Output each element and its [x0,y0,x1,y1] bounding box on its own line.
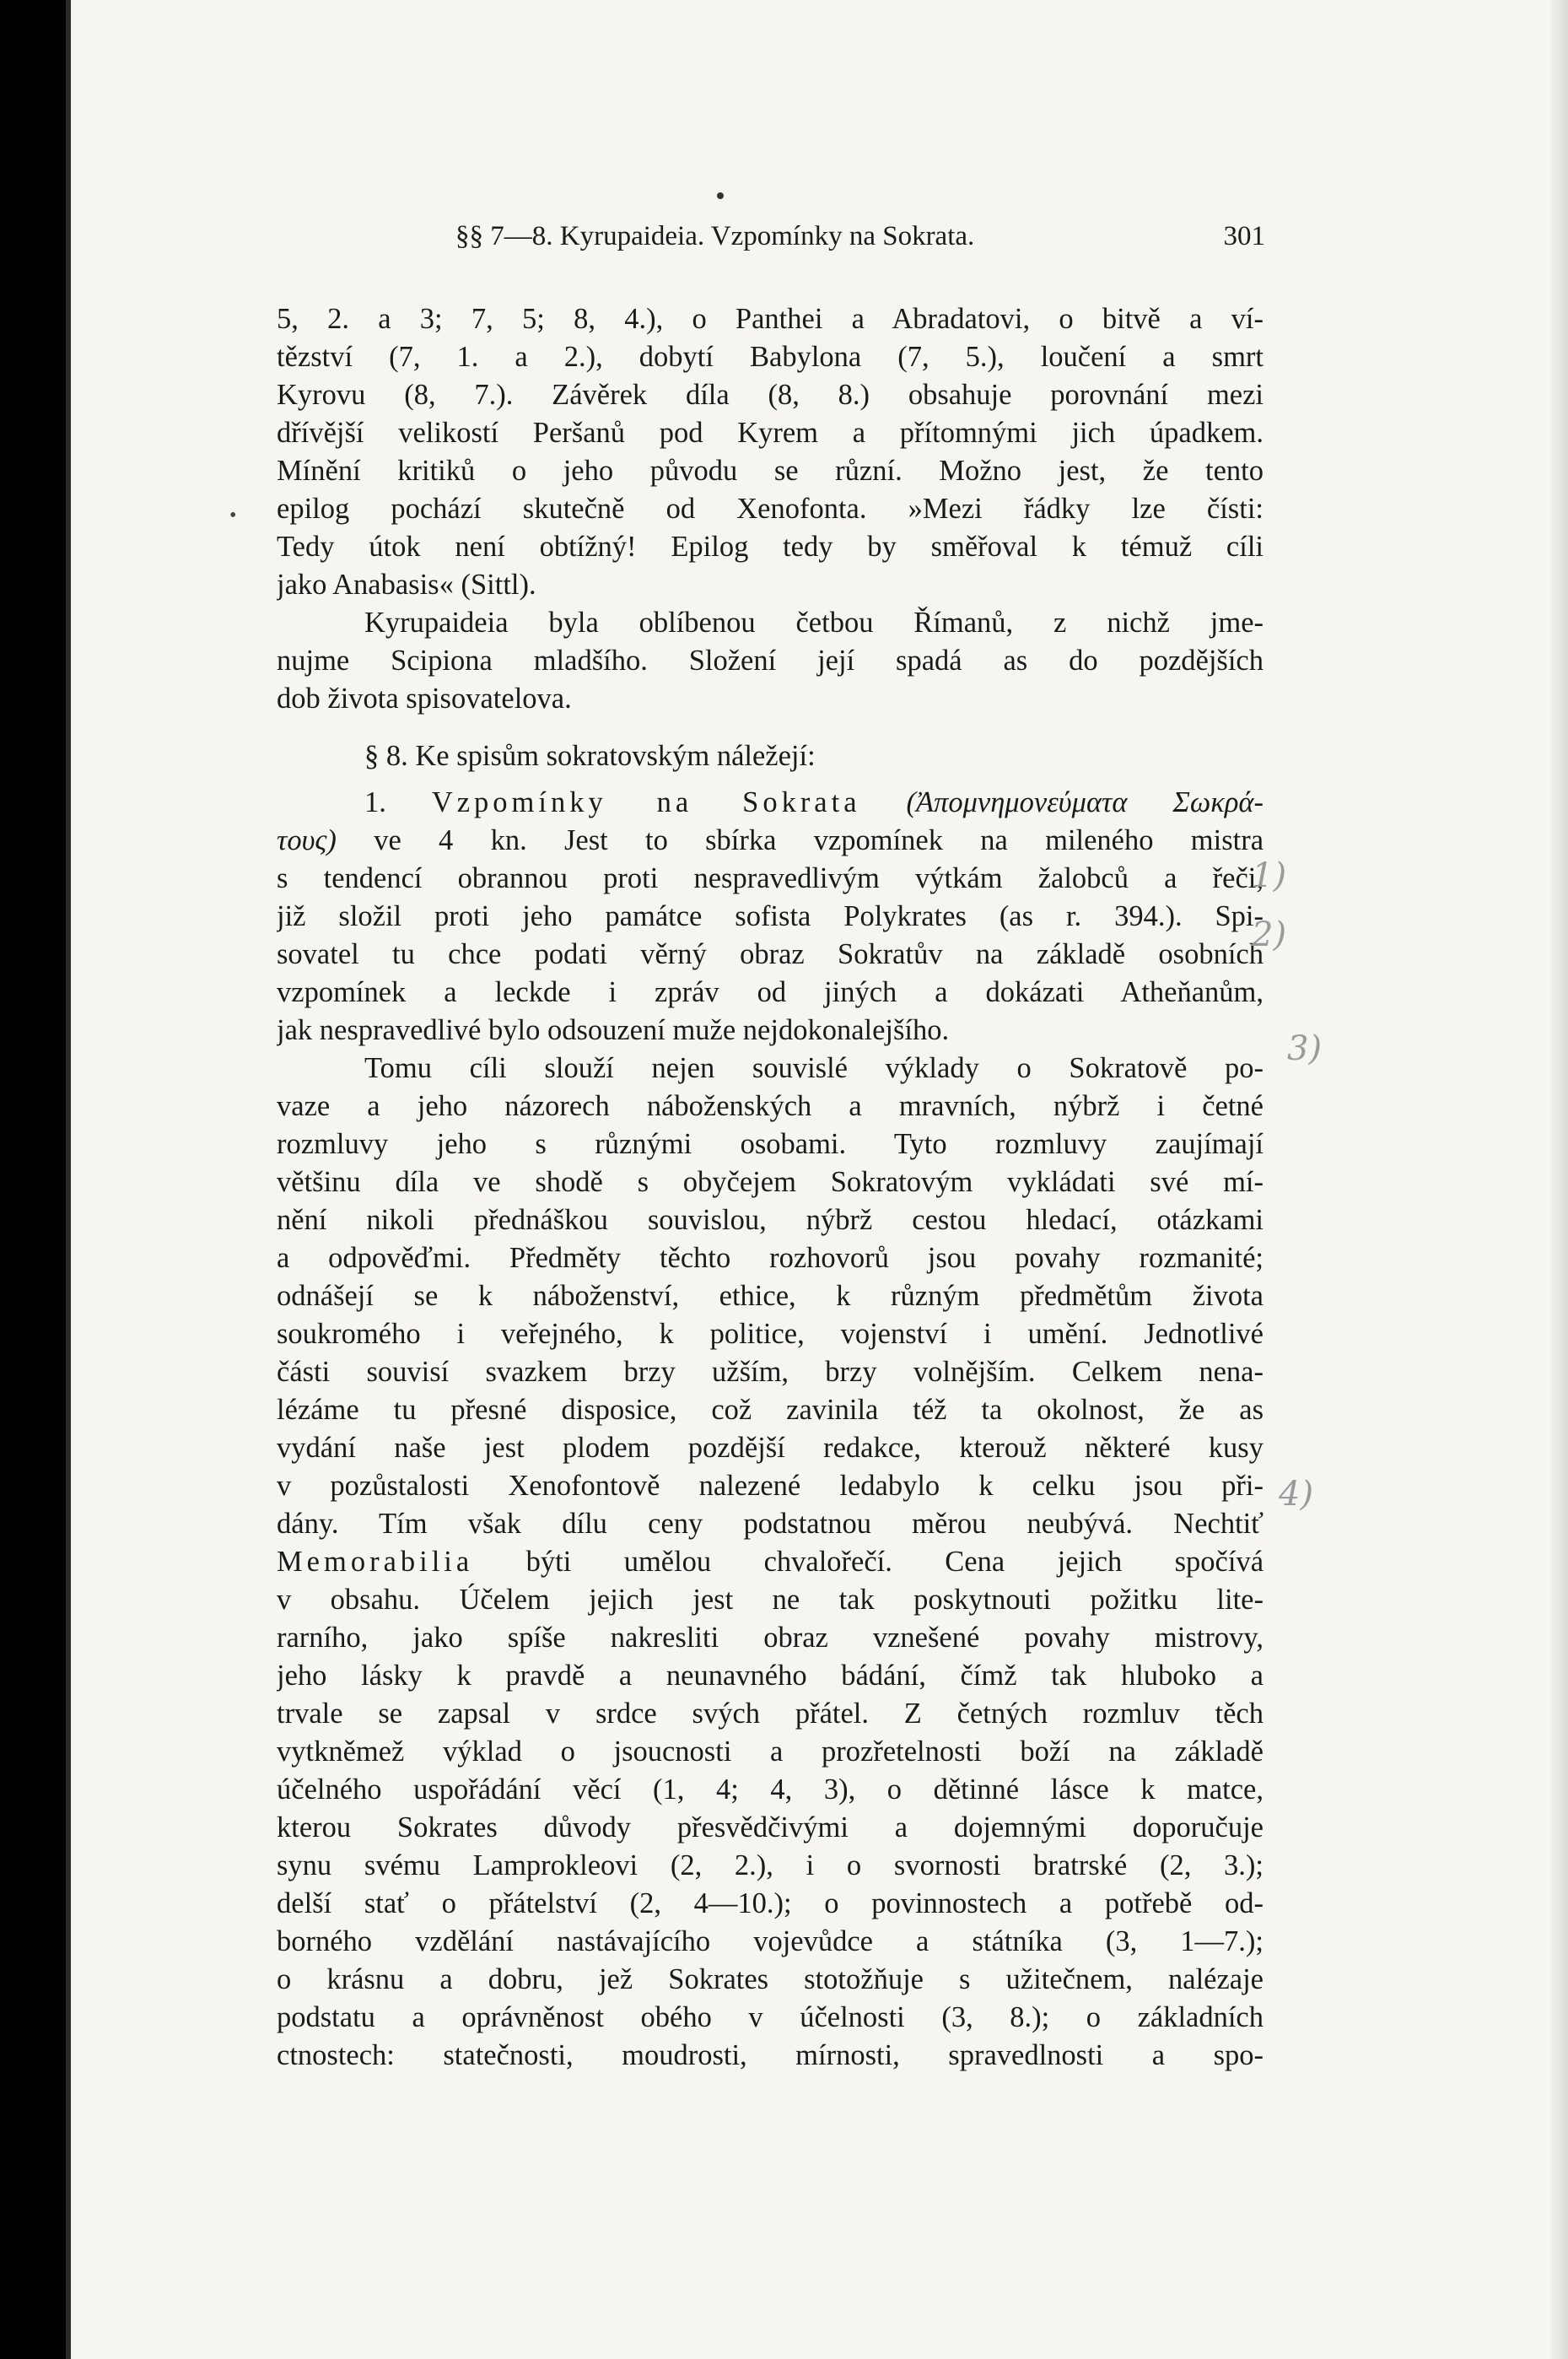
text-line: Tedy útok není obtížný! Epilog tedy by směřoval k témuž cíli [277,531,1264,563]
text-line: Tomu cíli slouží nejen souvislé výklady o Sokratově po- [364,1052,1264,1084]
margin-note-1: 1) [1252,856,1287,895]
page-number: 301 [1223,221,1265,251]
item-1-rest: ve 4 kn. Jest to sbírka vzpomínek na mileného mistra [374,824,1264,856]
running-header [455,221,1265,255]
text-line: trvale se zapsal v srdce svých přátel. Z četných rozmluv těch [277,1698,1264,1730]
text-line: synu svému Lamprokleovi (2, 2.), i o svornosti bratrské (2, 3.); [277,1849,1264,1881]
greek-title-end: τους) [277,824,337,856]
text-line: vaze a jeho názorech náboženských a mravních, nýbrž i četné [277,1090,1264,1122]
text-line: nění nikoli přednáškou souvislou, nýbrž cestou hledací, otázkami [277,1204,1264,1236]
text-line: lézáme tu přesné disposice, což zavinila též ta okolnost, že as [277,1394,1264,1426]
text-line: podstatu a oprávněnost obého v účelnosti (3, 8.); o základních [277,2001,1264,2033]
text-line: nujme Scipiona mladšího. Složení její spadá as do pozdějších [277,645,1264,677]
text-line: části souvisí svazkem brzy užším, brzy volnějším. Celkem nena- [277,1356,1264,1388]
text-line: v obsahu. Účelem jejich jest ne tak poskytnouti požitku lite- [277,1584,1264,1616]
text-line: sovatel tu chce podati věrný obraz Sokratův na základě osobních [277,938,1264,970]
text-line: vzpomínek a leckde i zpráv od jiných a dokázati Atheňanům, [277,976,1264,1008]
text-line: jako Anabasis« (Sittl). [277,569,536,601]
item-1-line [277,784,1264,822]
text-line: odnášejí se k náboženství, ethice, k různým předmětům života [277,1280,1264,1312]
page-edge-line [66,0,71,2359]
text-line: borného vzdělání nastávajícího vojevůdce a státníka (3, 1—7.); [277,1925,1264,1957]
text-line: Kyrupaideia byla oblíbenou četbou Římanů, z nichž jme- [364,607,1264,639]
text-line: epilog pochází skutečně od Xenofonta. »Mezi řádky lze čísti: [277,493,1264,525]
memorabilia-line [277,1543,1264,1581]
text-line: ctnostech: statečnosti, moudrosti, mírnosti, spravedlnosti a spo- [277,2039,1264,2071]
text-line: a odpověďmi. Předměty těchto rozhovorů jsou povahy rozmanité; [277,1242,1264,1274]
margin-note-2: 2) [1252,915,1287,954]
text-line: účelného uspořádání věcí (1, 4; 4, 3), o dětinné lásce k matce, [277,1773,1264,1806]
item-number: 1. [364,786,386,818]
text-line: rozmluvy jeho s různými osobami. Tyto rozmluvy zaujímají [277,1128,1264,1160]
section-heading: § 8. Ke spisům sokratovským náležejí: [364,740,816,772]
text-line: většinu díla ve shodě s obyčejem Sokratovým vykládati své mí- [277,1166,1264,1198]
text-line: jak nespravedlivé bylo odsouzení muže nejdokonalejšího. [277,1014,950,1046]
body-text [277,300,1264,2075]
item-title: Vzpomínky na Sokrata [431,786,861,818]
text-line: dřívější velikostí Peršanů pod Kyrem a přítomnými jich úpadkem. [277,417,1264,449]
text-line: kterou Sokrates důvody přesvědčivými a dojemnými doporučuje [277,1811,1264,1843]
margin-note-4: 4) [1279,1475,1314,1514]
header-title: §§ 7—8. Kyrupaideia. Vzpomínky na Sokrata. [455,221,975,251]
text-line: vytkněmež výklad o jsoucnosti a prozřetelnosti boží na základě [277,1736,1264,1768]
text-line: delší stať o přátelství (2, 4—10.); o povinnostech a potřebě od- [277,1887,1264,1919]
text-line: rarního, jako spíše nakresliti obraz vznešené povahy mistrovy, [277,1622,1264,1654]
memorabilia-rest: býti umělou chvalořečí. Cena jejich spočívá [525,1546,1264,1578]
text-line: 5, 2. a 3; 7, 5; 8, 4.), o Panthei a Abradatovi, o bitvě a ví- [277,303,1264,335]
print-dot [717,192,724,199]
text-line: již složil proti jeho památce sofista Polykrates (as r. 394.). Spi- [277,900,1264,932]
text-line: v pozůstalosti Xenofontově nalezené ledabylo k celku jsou při- [277,1470,1264,1502]
margin-bullet: • [229,505,237,526]
page-right-shadow [1551,0,1568,2359]
text-line: jeho lásky k pravdě a neunavného bádání, čímž tak hluboko a [277,1660,1264,1692]
text-line: o krásnu a dobru, jež Sokrates stotožňuje s užitečnem, nalézaje [277,1963,1264,1995]
text-line: dob života spisovatelova. [277,683,572,715]
memorabilia-term: Memorabilia [277,1546,474,1578]
margin-note-3: 3) [1287,1029,1323,1068]
text-line: Kyrovu (8, 7.). Závěrek díla (8, 8.) obsahuje porovnání mezi [277,379,1264,411]
text-line: s tendencí obrannou proti nespravedlivým výtkám žalobců a řeči, [277,862,1264,894]
text-line: tězství (7, 1. a 2.), dobytí Babylona (7, 5.), loučení a smrt [277,341,1264,373]
greek-title: (Ἀπομνημονεύματα Σωκρά- [906,786,1264,818]
text-line: vydání naše jest plodem pozdější redakce, kterouž některé kusy [277,1432,1264,1464]
item-1-line [277,822,1264,860]
text-line: dány. Tím však dílu ceny podstatnou měrou neubývá. Nechtiť [277,1508,1264,1540]
text-line: Mínění kritiků o jeho původu se různí. Možno jest, že tento [277,455,1264,487]
text-line: soukromého i veřejného, k politice, vojenství i umění. Jednotlivé [277,1318,1264,1350]
